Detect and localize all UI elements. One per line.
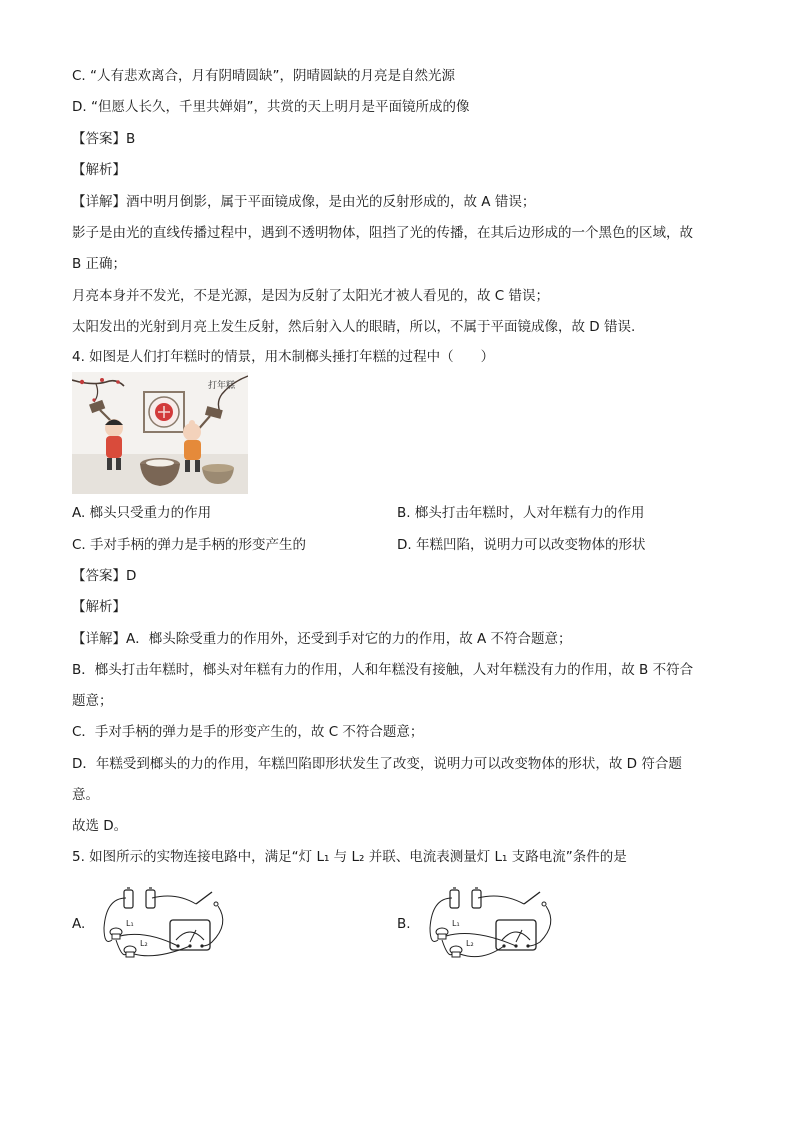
q4-option-a: A. 榔头只受重力的作用 [72, 505, 212, 521]
q4-analysis-heading: 【解析】 [72, 599, 126, 615]
q5-circuit-diagram-a [96, 884, 232, 964]
illustration-caption: 打年糕 [208, 381, 236, 391]
q4-option-b: B. 榔头打击年糕时，人对年糕有力的作用 [397, 505, 645, 521]
lamp-l2-label-b: L₂ [466, 939, 474, 948]
q3-detail-line-3: 月亮本身并不发光，不是光源，是因为反射了太阳光才被人看见的，故 C 错误； [72, 288, 550, 304]
q3-answer: 【答案】B [72, 131, 136, 147]
lamp-l1-label-b: L₁ [452, 919, 460, 928]
q4-answer: 【答案】D [72, 568, 137, 584]
lamp-l2-label-a: L₂ [140, 939, 148, 948]
q4-detail-line-4a: D．年糕受到榔头的力的作用，年糕凹陷即形状发生了改变，说明力可以改变物体的形状，故 D 符合题 [72, 756, 682, 772]
rice-cake-pounding-illustration [72, 372, 248, 494]
q5-option-a-label: A. [72, 916, 86, 932]
q4-detail-line-4b: 意。 [72, 787, 99, 803]
q5-stem: 5. 如图所示的实物连接电路中，满足“灯 L₁ 与 L₂ 并联、电流表测量灯 L₁ 支路电流”条件的是 [72, 849, 627, 865]
lamp-l1-label-a: L₁ [126, 919, 134, 928]
q3-analysis-heading: 【解析】 [72, 162, 126, 178]
q4-detail-line-2a: B．榔头打击年糕时，榔头对年糕有力的作用，人和年糕没有接触，人对年糕没有力的作用，故 B 不符合 [72, 662, 694, 678]
q3-detail-line-4: 太阳发出的光射到月亮上发生反射，然后射入人的眼睛，所以，不属于平面镜成像，故 D 错误. [72, 319, 636, 335]
q5-circuit-diagram-b [420, 884, 560, 964]
q4-conclusion: 故选 D。 [72, 818, 128, 834]
q3-option-c: C. “人有悲欢离合，月有阴晴圆缺”，阴晴圆缺的月亮是自然光源 [72, 68, 455, 84]
q4-stem: 4. 如图是人们打年糕时的情景，用木制榔头捶打年糕的过程中（ ） [72, 349, 495, 365]
q4-option-d: D. 年糕凹陷，说明力可以改变物体的形状 [397, 537, 646, 553]
q4-detail-line-2b: 题意； [72, 693, 113, 709]
q3-option-d: D. “但愿人长久，千里共婵娟”，共赏的天上明月是平面镜所成的像 [72, 99, 470, 115]
q4-detail-line-3: C．手对手柄的弹力是手的形变产生的，故 C 不符合题意； [72, 724, 424, 740]
q3-detail-line-2b: B 正确； [72, 256, 127, 272]
q3-detail-line-2a: 影子是由光的直线传播过程中，遇到不透明物体，阻挡了光的传播，在其后边形成的一个黑色的区域，故 [72, 225, 693, 241]
q5-option-b-label: B. [397, 916, 411, 932]
q4-option-c: C. 手对手柄的弹力是手柄的形变产生的 [72, 537, 307, 553]
q3-detail-line-1: 【详解】酒中明月倒影，属于平面镜成像，是由光的反射形成的，故 A 错误； [72, 194, 536, 210]
q4-detail-line-1: 【详解】A．榔头除受重力的作用外，还受到手对它的力的作用，故 A 不符合题意； [72, 631, 572, 647]
